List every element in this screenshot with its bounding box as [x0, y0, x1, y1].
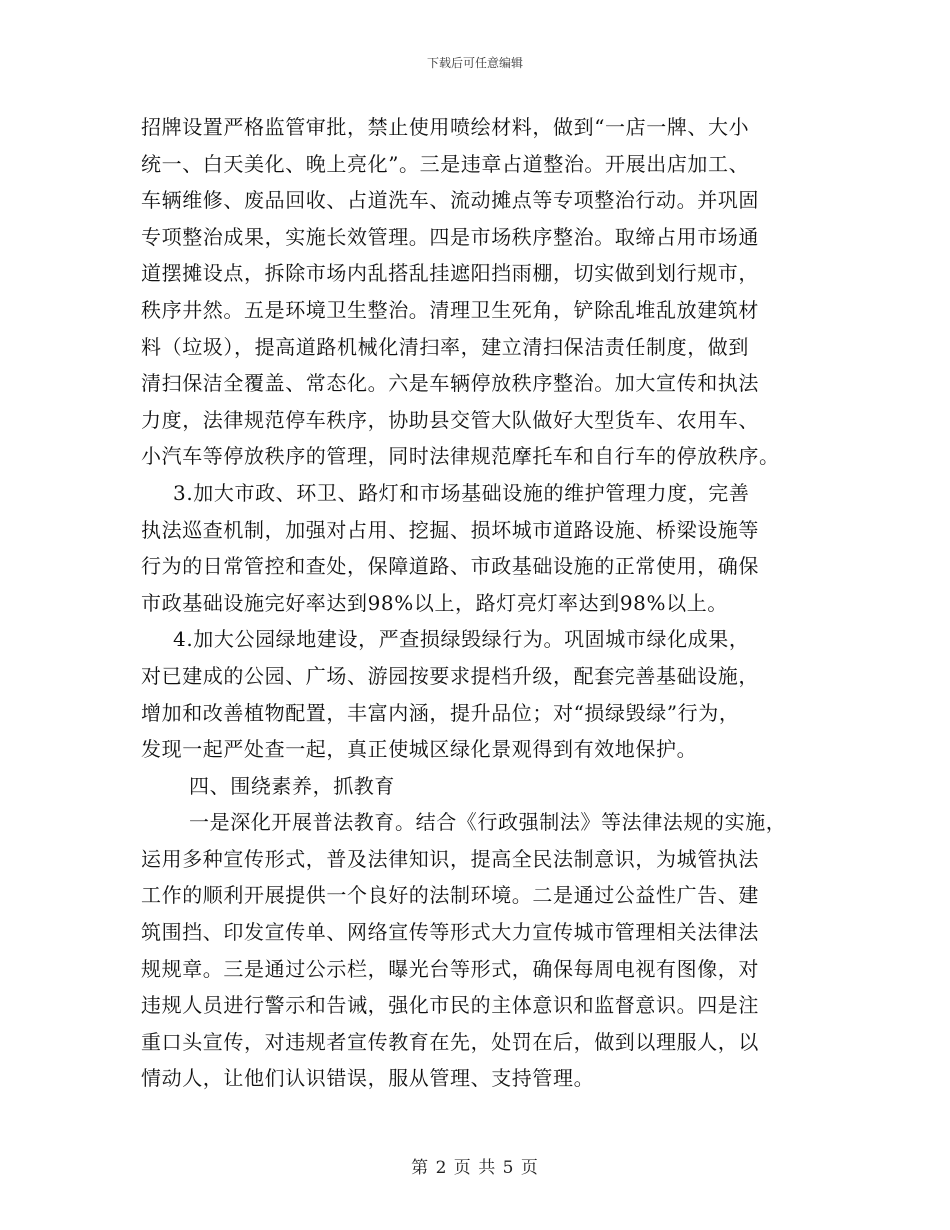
text-line: 行为的日常管控和查处，保障道路、市政基础设施的正常使用，确保 — [141, 554, 759, 579]
text-line: 招牌设置严格监管审批，禁止使用喷绘材料，做到“一店一牌、大小 — [141, 115, 750, 139]
text-line: 规规章。三是通过公示栏，曝光台等形式，确保每周电视有图像，对 — [141, 956, 759, 981]
text-line: 工作的顺利开展提供一个良好的法制环境。二是通过公益性广告、建 — [141, 883, 759, 908]
text-line: 车辆维修、废品回收、占道洗车、流动摊点等专项整治行动。并巩固 — [141, 188, 759, 213]
text-line: 筑围挡、印发宣传单、网络宣传等形式大力宣传城市管理相关法律法 — [141, 920, 759, 945]
paragraph-3-start: 3.加大市政、环卫、路灯和市场基础设施的维护管理力度，完善 — [173, 480, 750, 505]
page-header: 下载后可任意编辑 — [426, 56, 523, 70]
section-heading: 四、围绕素养，抓教育 — [189, 773, 395, 798]
text-line: 情动人，让他们认识错误，服从管理、支持管理。 — [141, 1066, 595, 1091]
text-line: 小汽车等停放秩序的管理，同时法律规范摩托车和自行车的停放秩序。 — [141, 444, 780, 469]
text-line: 专项整治成果，实施长效管理。四是市场秩序整治。取缔占用市场通 — [141, 224, 759, 249]
text-line: 增加和改善植物配置，丰富内涵，提升品位；对“损绿毁绿”行为， — [141, 700, 740, 725]
text-line: 重口头宣传，对违规者宣传教育在先，处罚在后，做到以理服人，以 — [141, 1029, 759, 1054]
text-line: 违规人员进行警示和告诫，强化市民的主体意识和监督意识。四是注 — [141, 993, 759, 1018]
text-line: 清扫保洁全覆盖、常态化。六是车辆停放秩序整治。加大宣传和执法 — [141, 371, 759, 396]
text-line: 力度，法律规范停车秩序，协助县交管大队做好大型货车、农用车、 — [141, 407, 759, 432]
text-line: 秩序井然。五是环境卫生整治。清理卫生死角，铲除乱堆乱放建筑材 — [141, 297, 759, 322]
paragraph-education-start: 一是深化开展普法教育。结合《行政强制法》等法律法规的实施， — [189, 810, 787, 835]
page-footer: 第 2 页 共 5 页 — [411, 1158, 539, 1178]
text-line: 运用多种宣传形式，普及法律知识，提高全民法制意识，为城管执法 — [141, 846, 759, 871]
text-line: 对已建成的公园、广场、游园按要求提档升级，配套完善基础设施， — [141, 663, 759, 688]
text-line: 料（垃圾），提高道路机械化清扫率，建立清扫保洁责任制度，做到 — [141, 334, 749, 359]
text-line: 统一、白天美化、晚上亮化”。三是违章占道整治。开展出店加工、 — [141, 151, 750, 176]
text-line: 发现一起严处查一起，真正使城区绿化景观得到有效地保护。 — [141, 737, 698, 762]
text-line: 道摆摊设点，拆除市场内乱搭乱挂遮阳挡雨棚，切实做到划行规市， — [141, 261, 759, 286]
paragraph-4-start: 4.加大公园绿地建设，严查损绿毁绿行为。巩固城市绿化成果， — [173, 627, 750, 652]
text-line: 执法巡查机制，加强对占用、挖掘、损坏城市道路设施、桥梁设施等 — [141, 517, 759, 542]
document-body — [141, 109, 811, 1097]
text-line: 市政基础设施完好率达到98%以上，路灯亮灯率达到98%以上。 — [141, 590, 728, 615]
